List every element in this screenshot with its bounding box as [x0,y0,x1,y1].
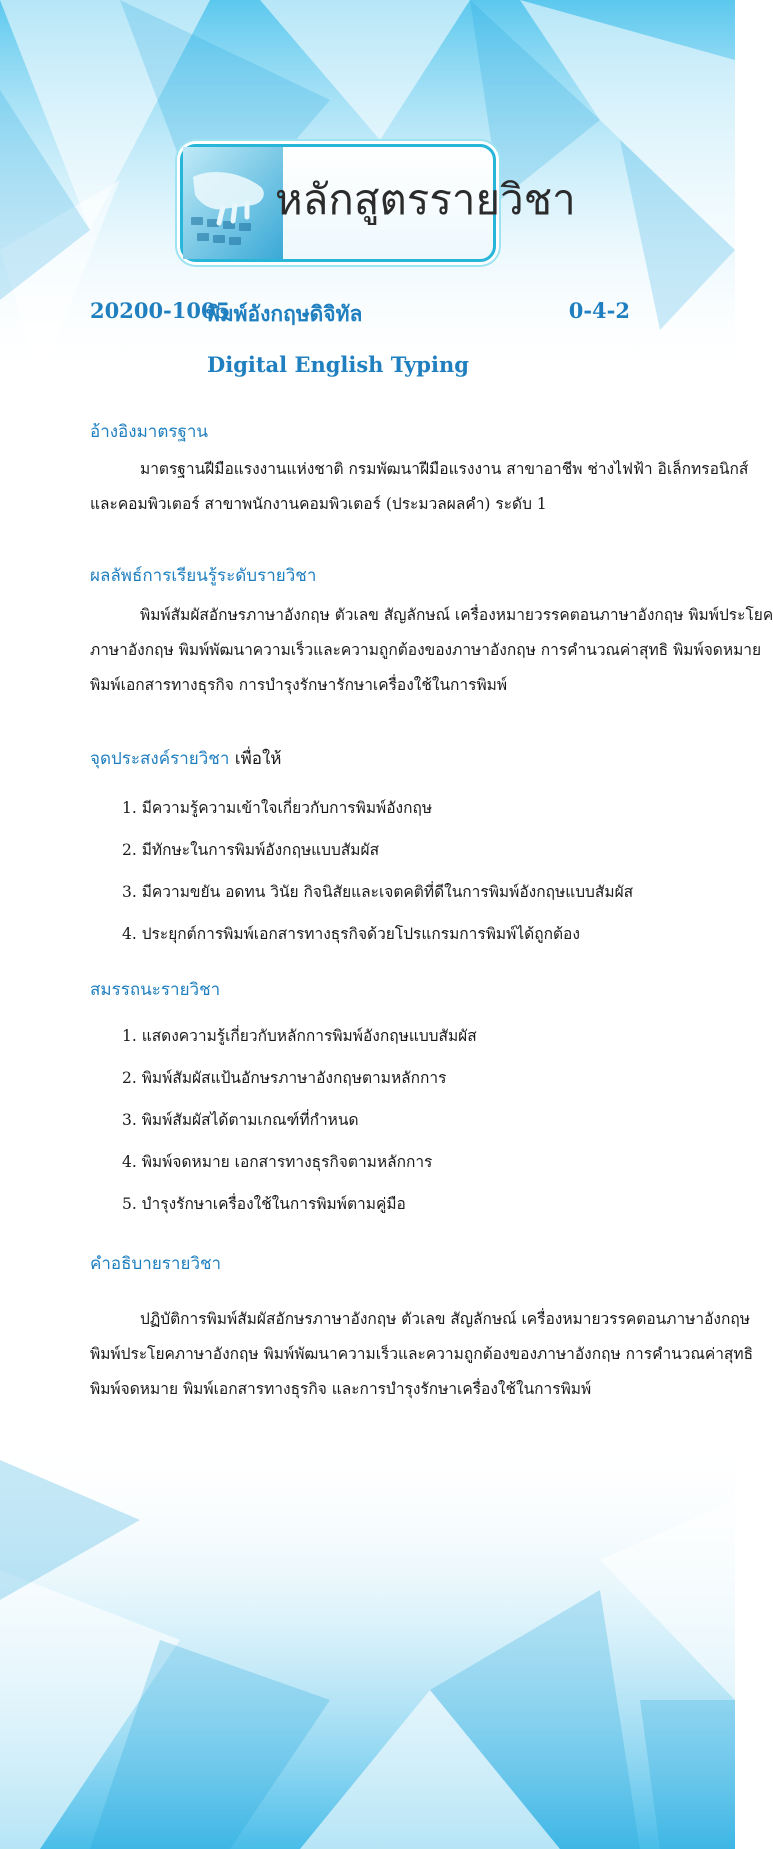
page-title: หลักสูตรรายวิชา [275,175,576,224]
objectives-heading-suffix: เพื่อให้ [229,749,282,769]
paragraph-line: พิมพ์สัมผัสอักษรภาษาอังกฤษ ตัวเลข สัญลักษณ์ เครื่องหมายวรรคตอนภาษาอังกฤษ พิมพ์ประโยค [140,606,773,624]
objectives-heading-label: จุดประสงค์รายวิชา [90,749,230,769]
standards-heading: อ้างอิงมาตรฐาน [90,422,209,442]
list-item: 5. บำรุงรักษาเครื่องใช้ในการพิมพ์ตามคู่มือ [122,1195,406,1213]
competencies-heading: สมรรถนะรายวิชา [90,980,221,1000]
hand-typing-keyboard-icon [183,147,283,259]
paragraph-line: มาตรฐานฝีมือแรงงานแห่งชาติ กรมพัฒนาฝีมือแรงงาน สาขาอาชีพ ช่างไฟฟ้า อิเล็กทรอนิกส์ [140,460,749,478]
paragraph-line: พิมพ์จดหมาย พิมพ์เอกสารทางธุรกิจ และการบำรุงรักษาเครื่องใช้ในการพิมพ์ [90,1380,592,1398]
paragraph-line: ปฏิบัติการพิมพ์สัมผัสอักษรภาษาอังกฤษ ตัวเลข สัญลักษณ์ เครื่องหมายวรรคตอนภาษาอังกฤษ [140,1310,750,1328]
list-item: 1. มีความรู้ความเข้าใจเกี่ยวกับการพิมพ์อังกฤษ [122,799,433,817]
course-credits: 0-4-2 [568,298,630,323]
outcomes-heading: ผลลัพธ์การเรียนรู้ระดับรายวิชา [90,566,317,586]
description-heading: คำอธิบายรายวิชา [90,1254,222,1274]
list-item: 1. แสดงความรู้เกี่ยวกับหลักการพิมพ์อังกฤษแบบสัมผัส [122,1027,477,1045]
list-item: 2. พิมพ์สัมผัสแป้นอักษรภาษาอังกฤษตามหลักการ [122,1069,447,1087]
list-item: 4. พิมพ์จดหมาย เอกสารทางธุรกิจตามหลักการ [122,1153,433,1171]
standards-paragraph [90,452,749,522]
objectives-list [122,787,642,955]
course-name-thai: พิมพ์อังกฤษดิจิทัล [206,301,363,326]
list-item: 3. พิมพ์สัมผัสได้ตามเกณฑ์ที่กำหนด [122,1111,359,1129]
objectives-heading [90,745,282,772]
title-banner [180,144,576,262]
description-paragraph [90,1302,754,1407]
list-item: 2. มีทักษะในการพิมพ์อังกฤษแบบสัมผัส [122,841,380,859]
paragraph-line: ภาษาอังกฤษ พิมพ์พัฒนาความเร็วและความถูกต้องของภาษาอังกฤษ การคำนวณค่าสุทธิ พิมพ์จดหมาย [90,641,762,659]
paragraph-line: พิมพ์เอกสารทางธุรกิจ การบำรุงรักษารักษาเครื่องใช้ในการพิมพ์ [90,676,508,694]
course-header [90,298,650,332]
competencies-list [122,1015,642,1225]
paragraph-line: พิมพ์ประโยคภาษาอังกฤษ พิมพ์พัฒนาความเร็วและความถูกต้องของภาษาอังกฤษ การคำนวณค่าสุทธิ [90,1345,754,1363]
paragraph-line: และคอมพิวเตอร์ สาขาพนักงานคอมพิวเตอร์ (ประมวลผลคำ) ระดับ 1 [90,495,547,513]
course-code: 20200-1005 [90,298,231,323]
list-item: 4. ประยุกต์การพิมพ์เอกสารทางธุรกิจด้วยโปรแกรมการพิมพ์ได้ถูกต้อง [122,925,580,943]
outcomes-paragraph [90,598,773,703]
course-name-english: Digital English Typing [207,352,469,377]
list-item: 3. มีความขยัน อดทน วินัย กิจนิสัยและเจตคติที่ดีในการพิมพ์อังกฤษแบบสัมผัส [122,883,634,901]
